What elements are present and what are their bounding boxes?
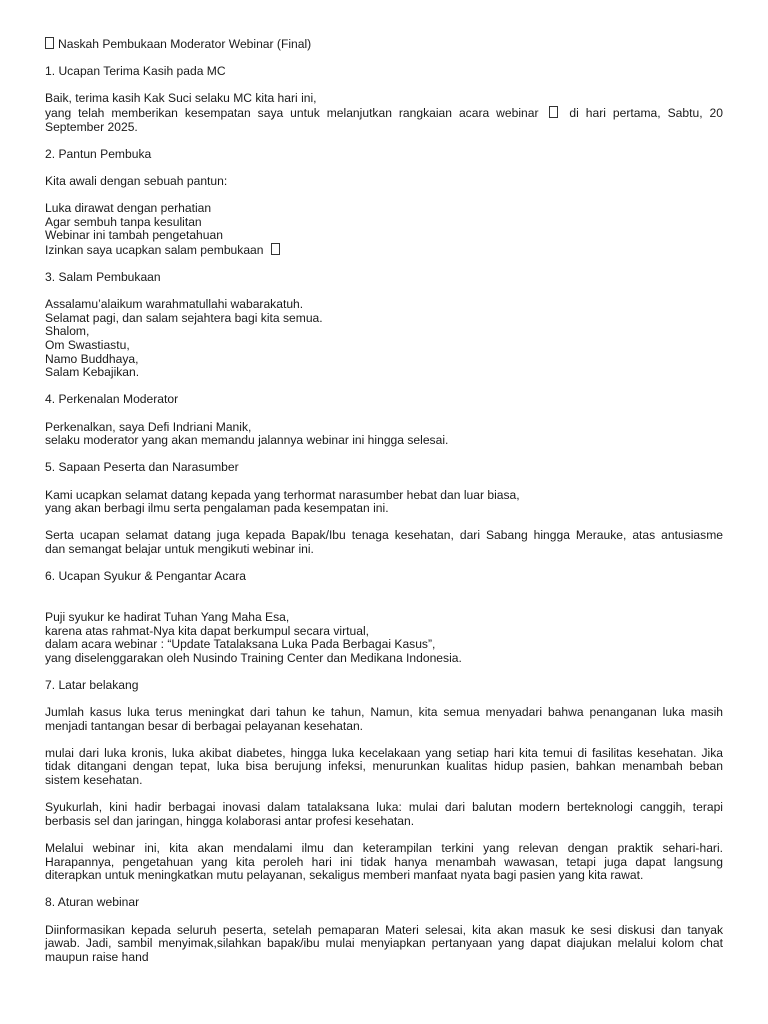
- pantun-line: Webinar ini tambah pengetahuan: [45, 228, 223, 243]
- document-page: [45, 37, 723, 978]
- pantun-line: Izinkan saya ucapkan salam pembukaan: [45, 243, 723, 258]
- section-5-heading: 5. Sapaan Peserta dan Narasumber: [45, 460, 239, 475]
- section-4-body: Perkenalkan, saya Defi Indriani Manik, selaku moderator yang akan memandu jalannya webinar ini hingga selesai.: [45, 419, 449, 448]
- document-title: Naskah Pembukaan Moderator Webinar (Final): [45, 37, 723, 52]
- pantun: [45, 202, 723, 257]
- section-3-body: [45, 298, 723, 380]
- greeting-line: Shalom,: [45, 324, 90, 339]
- section-2-intro: Kita awali dengan sebuah pantun:: [45, 173, 228, 188]
- missing-glyph-icon: [271, 243, 280, 255]
- greeting-line: Om Swastiastu,: [45, 338, 130, 353]
- section-7-para-3: Syukurlah, kini hadir berbagai inovasi dalam tatalaksana luka: mulai dari balutan modern berteknologi canggih, terapi berbasis sel dan jaringan, hingga kolaborasi antar profesi kesehatan.: [45, 800, 723, 828]
- section-2-heading: 2. Pantun Pembuka: [45, 146, 152, 161]
- section-8-heading: 8. Aturan webinar: [45, 895, 140, 910]
- section-5-para-2: Serta ucapan selamat datang juga kepada Bapak/Ibu tenaga kesehatan, dari Sabang hingga Merauke, atas antusiasme dan semangat belajar untuk mengikuti webinar ini.: [45, 528, 723, 556]
- section-1-line: September 2025.: [45, 119, 138, 134]
- greeting-line: Namo Buddhaya,: [45, 351, 139, 366]
- section-7-heading: 7. Latar belakang: [45, 677, 139, 692]
- greeting-line: Selamat pagi, dan salam sejahtera bagi kita semua.: [45, 310, 323, 325]
- section-6-body: Puji syukur ke hadirat Tuhan Yang Maha Esa, karena atas rahmat-Nya kita dapat berkumpul secara virtual, dalam acara webinar : “Update Tatalaksana Luka Pada Berbagai Kasus”, yang diselenggarakan oleh Nusindo Training Center dan Medikana Indonesia.: [45, 609, 462, 665]
- missing-glyph-icon: [45, 37, 54, 49]
- section-5-para-1: Kami ucapkan selamat datang kepada yang terhormat narasumber hebat dan luar biasa, yang akan berbagi ilmu serta pengalaman pada kesempatan ini.: [45, 487, 520, 516]
- section-7-para-2: mulai dari luka kronis, luka akibat diabetes, hingga luka kecelakaan yang setiap hari kita temui di fasilitas kesehatan. Jika tidak ditangani dengan tepat, luka bisa berujung infeksi, menurunkan kualitas hidup pasien, bahkan menambah beban sistem kesehatan.: [45, 745, 723, 788]
- section-6-heading: 6. Ucapan Syukur & Pengantar Acara: [45, 569, 247, 584]
- section-7-para-4: Melalui webinar ini, kita akan mendalami ilmu dan keterampilan terkini yang relevan dengan praktik sehari-hari. Harapannya, pengetahuan yang kita peroleh hari ini tidak hanya menambah wawasan, tetapi juga dapat langsung diterapkan untuk meningkatkan mutu pelayanan, sekaligus memberi manfaat nyata bagi pasien yang kita rawat.: [45, 841, 723, 883]
- section-3-heading: 3. Salam Pembukaan: [45, 270, 161, 285]
- greeting-line: Salam Kebajikan.: [45, 365, 140, 380]
- section-1-line: Baik, terima kasih Kak Suci selaku MC kita hari ini,: [45, 91, 317, 106]
- greeting-line: Assalamu’alaikum warahmatullahi wabarakatuh.: [45, 297, 304, 312]
- section-8-body: Diinformasikan kepada seluruh peserta, setelah pemaparan Materi selesai, kita akan masuk ke sesi diskusi dan tanyak jawab. Jadi, sambil menyimak,silahkan bapak/ibu mulai menyiapkan pertanyaan yang dapat diajukan melalui kolom chat maupun raise hand: [45, 922, 723, 964]
- pantun-line: Agar sembuh tanpa kesulitan: [45, 214, 202, 229]
- pantun-line: Luka dirawat dengan perhatian: [45, 201, 212, 216]
- section-7-para-1: Jumlah kasus luka terus meningkat dari tahun ke tahun, Namun, kita semua menyadari bahwa penanganan luka masih menjadi tantangan besar di berbagai pelayanan kesehatan.: [45, 705, 723, 733]
- section-1-heading: 1. Ucapan Terima Kasih pada MC: [45, 64, 226, 79]
- section-1-body: [45, 92, 723, 134]
- missing-glyph-icon: [549, 106, 558, 118]
- section-1-line: yang telah memberikan kesempatan saya untuk melanjutkan rangkaian acara webinar di hari pertama, Sabtu, 20: [45, 105, 723, 120]
- section-4-heading: 4. Perkenalan Moderator: [45, 392, 179, 407]
